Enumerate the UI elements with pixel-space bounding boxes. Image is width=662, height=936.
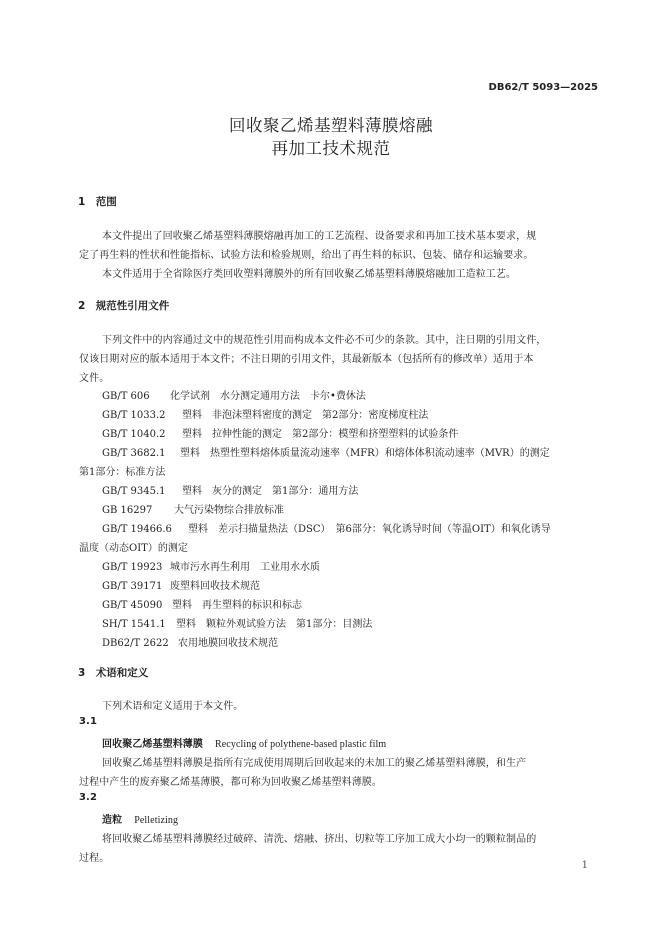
reference-code: GB/T 9345.1 — [102, 486, 166, 497]
term-chinese: 造粒 — [102, 815, 123, 826]
reference-code: SH/T 1541.1 — [102, 619, 166, 630]
term-title — [102, 811, 178, 826]
reference-item — [102, 406, 428, 421]
term-definition-line-1: 回收聚乙烯基塑料薄膜是指所有完成使用周期后回收起来的未加工的聚乙烯基塑料薄膜，和生产 — [102, 758, 527, 769]
reference-item — [102, 577, 260, 592]
reference-item — [102, 558, 320, 573]
reference-continuation: 温度（动态OIT）的测定 — [79, 543, 188, 554]
reference-code: GB/T 606 — [102, 391, 150, 402]
reference-code: GB/T 1040.2 — [102, 429, 166, 440]
reference-title: 塑料 拉伸性能的测定 第2部分：模塑和挤塑塑料的试验条件 — [182, 429, 459, 440]
term-definition-line-2: 过程中产生的废弃聚乙烯基薄膜，都可称为回收聚乙烯基塑料薄膜。 — [79, 777, 382, 788]
reference-title: 塑料 再生塑料的标识和标志 — [172, 600, 302, 611]
term-english: Pelletizing — [134, 815, 179, 826]
reference-code: GB/T 45090 — [102, 600, 163, 611]
reference-title: 塑料 灰分的测定 第1部分：通用方法 — [182, 486, 359, 497]
s1-paragraph-1-line-1: 本文件提出了回收聚乙烯基塑料薄膜熔融再加工的工艺流程、设备要求和再加工技术基本要求，规 — [102, 231, 537, 242]
reference-item — [102, 520, 551, 535]
reference-code: GB/T 1033.2 — [102, 410, 166, 421]
reference-item — [102, 387, 366, 402]
reference-item — [102, 634, 278, 649]
s2-intro-line-2: 仅该日期对应的版本适用于本文件；不注日期的引用文件，其最新版本（包括所有的修改单）适用于本 — [79, 354, 534, 365]
reference-code: GB/T 3682.1 — [102, 448, 166, 459]
term-chinese: 回收聚乙烯基塑料薄膜 — [102, 739, 203, 750]
reference-item — [102, 596, 302, 611]
reference-code: DB62/T 2622 — [102, 638, 169, 649]
reference-title: 塑料 差示扫描量热法（DSC） 第6部分：氧化诱导时间（等温OIT）和氧化诱导 — [188, 524, 551, 535]
term-definition-line-2: 过程。 — [79, 853, 110, 864]
reference-code: GB/T 19466.6 — [102, 524, 172, 535]
s1-paragraph-1-line-2: 定了再生料的性状和性能指标、试验方法和检验规则，给出了再生料的标识、包装、储存和运输要求。 — [79, 250, 534, 261]
section-1-heading: 1 范围 — [78, 196, 117, 208]
term-number: 3.2 — [79, 792, 98, 803]
reference-item — [102, 501, 284, 516]
reference-item — [102, 444, 550, 459]
term-english: Recycling of polythene-based plastic film — [215, 739, 387, 750]
reference-title: 塑料 非泡沫塑料密度的测定 第2部分：密度梯度柱法 — [182, 410, 429, 421]
reference-item — [102, 425, 458, 440]
term-title — [102, 735, 386, 750]
reference-title: 化学试剂 水分测定通用方法 卡尔•费休法 — [170, 391, 366, 402]
page-number: 1 — [581, 860, 588, 871]
document-title-line1: 回收聚乙烯基塑料薄膜熔融 — [229, 116, 433, 135]
reference-item — [102, 615, 372, 630]
s3-intro: 下列术语和定义适用于本文件。 — [102, 701, 244, 712]
reference-code: GB 16297 — [102, 505, 153, 516]
s2-intro-line-1: 下列文件中的内容通过文中的规范性引用而构成本文件必不可少的条款。其中，注日期的引用文件， — [102, 335, 547, 346]
reference-code: GB/T 39171 — [102, 581, 163, 592]
reference-title: 废塑料回收技术规范 — [170, 581, 260, 592]
standard-number: DB62/T 5093—2025 — [488, 82, 598, 93]
section-2-heading: 2 规范性引用文件 — [78, 300, 170, 312]
reference-title: 城市污水再生利用 工业用水水质 — [170, 562, 320, 573]
reference-title: 大气污染物综合排放标准 — [174, 505, 284, 516]
reference-title: 农用地膜回收技术规范 — [178, 638, 278, 649]
s2-intro-line-3: 文件。 — [79, 373, 110, 384]
term-definition-line-1: 将回收聚乙烯基塑料薄膜经过破碎、清洗、熔融、挤出、切粒等工序加工成大小均一的颗粒制品的 — [102, 834, 537, 845]
reference-title: 塑料 热塑性塑料熔体质量流动速率（MFR）和熔体体积流动速率（MVR）的测定 — [180, 448, 550, 459]
document-title-line2: 再加工技术规范 — [271, 139, 391, 158]
s1-paragraph-2: 本文件适用于全省除医疗类回收塑料薄膜外的所有回收聚乙烯基塑料薄膜熔融加工造粒工艺。 — [102, 269, 517, 280]
reference-item — [102, 482, 358, 497]
reference-code: GB/T 19923 — [102, 562, 163, 573]
reference-continuation: 第1部分：标准方法 — [79, 467, 166, 478]
section-3-heading: 3 术语和定义 — [78, 667, 149, 679]
reference-title: 塑料 颗粒外观试验方法 第1部分：目测法 — [176, 619, 373, 630]
term-number: 3.1 — [79, 716, 98, 727]
